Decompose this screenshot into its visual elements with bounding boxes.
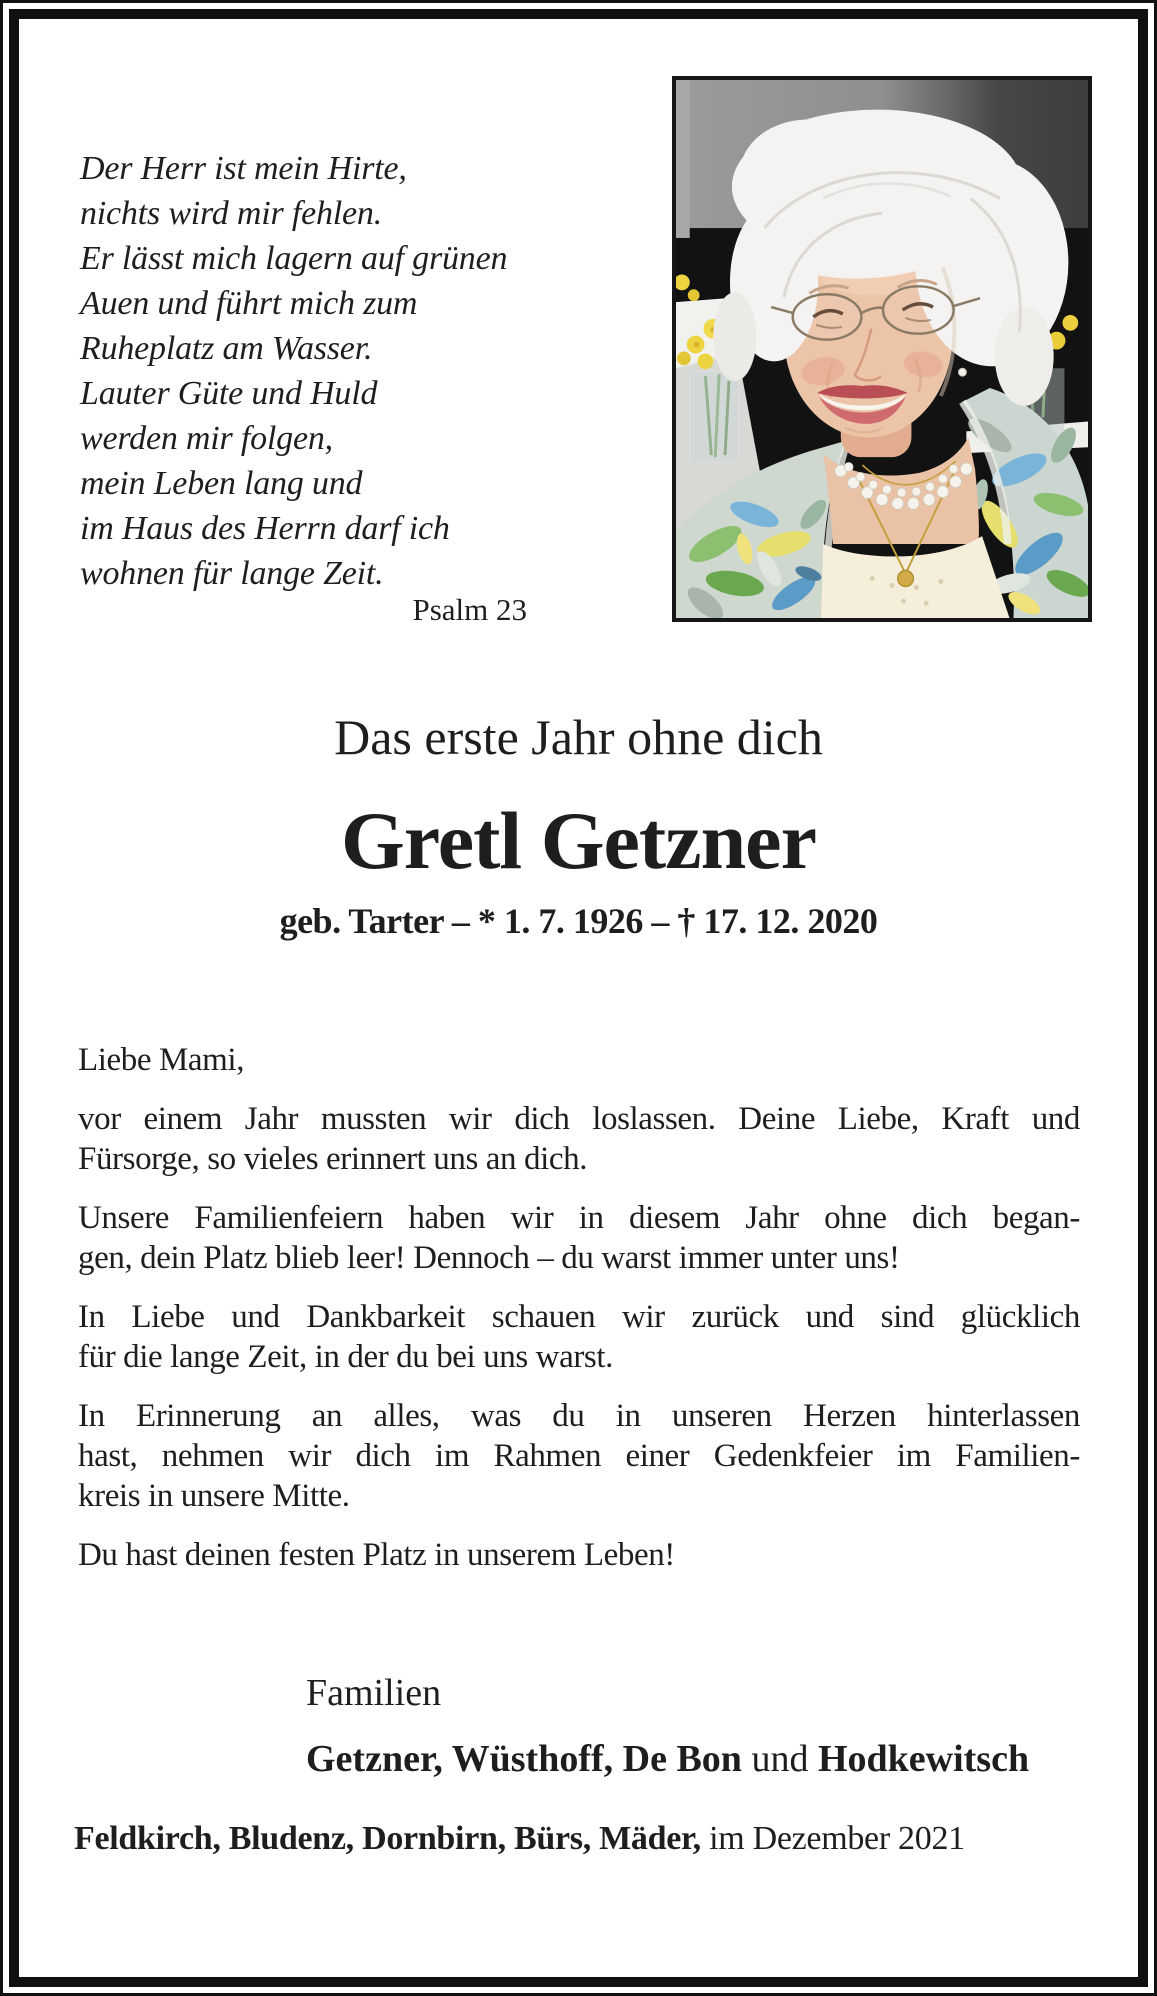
psalm-line: im Haus des Herrn darf ich [80,510,450,547]
text-line: Fürsorge, so vieles erinnert uns an dich. [78,1141,588,1177]
psalm-line: Lauter Güte und Huld [80,375,378,412]
signature-prefix: Familien [306,1672,442,1714]
family-names-bold: Getzner, Wüsthoff, De Bon [306,1738,742,1780]
deceased-name: Gretl Getzner [341,795,816,886]
text-line: kreis in unsere Mitte. [78,1478,350,1514]
text-line: vor einem Jahr mussten wir dich loslassen. Deine Liebe, Kraft und [78,1101,1080,1137]
occasion-line: Das erste Jahr ohne dich [334,709,823,765]
psalm-line: nichts wird mir fehlen. [80,195,383,232]
paragraph [78,1099,1080,1179]
psalm-line: mein Leben lang und [80,465,363,502]
text-line: In Erinnerung an alles, was du in unseren Herzen hinterlassen [78,1398,1080,1434]
places-date-line [74,1820,1084,1857]
connector-word: und [751,1738,809,1780]
text-line: Unsere Familienfeiern haben wir in diesem Jahr ohne dich began- [78,1200,1080,1236]
portrait-photo [672,76,1092,622]
salutation: Liebe Mami, [78,1042,245,1078]
psalm-line: Der Herr ist mein Hirte, [80,150,407,187]
text-line: In Liebe und Dankbarkeit schauen wir zurück und sind glücklich [78,1299,1080,1335]
signature-families [306,1740,1029,1778]
pearl-earring [959,368,967,376]
psalm-quote [80,146,560,596]
paragraph [78,1297,1080,1377]
psalm-line: Er lässt mich lagern auf grünen [80,240,508,277]
text-line: für die lange Zeit, in der du bei uns warst. [78,1339,613,1375]
date-regular: im Dezember 2021 [709,1820,965,1857]
psalm-line: werden mir folgen, [80,420,333,457]
family-name-bold: Hodkewitsch [817,1738,1030,1780]
text-line: gen, dein Platz blieb leer! Dennoch – du warst immer unter uns! [78,1240,900,1276]
psalm-line: wohnen für lange Zeit. [80,555,384,592]
portrait-illustration [676,80,1088,618]
paragraph [78,1396,1080,1516]
psalm-line: Ruheplatz am Wasser. [80,330,373,367]
psalm-attribution: Psalm 23 [412,592,527,627]
paragraph [78,1535,1080,1575]
text-line: hast, nehmen wir dich im Rahmen einer Gedenkfeier im Familien- [78,1438,1080,1474]
text-line: Du hast deinen festen Platz in unserem Leben! [78,1537,675,1573]
places-bold: Feldkirch, Bludenz, Dornbirn, Bürs, Mäder, [74,1820,701,1857]
birth-death-line: geb. Tarter – * 1. 7. 1926 – † 17. 12. 2020 [279,901,878,941]
psalm-line: Auen und führt mich zum [80,285,418,322]
condolence-text [78,1040,1080,1575]
paragraph [78,1198,1080,1278]
